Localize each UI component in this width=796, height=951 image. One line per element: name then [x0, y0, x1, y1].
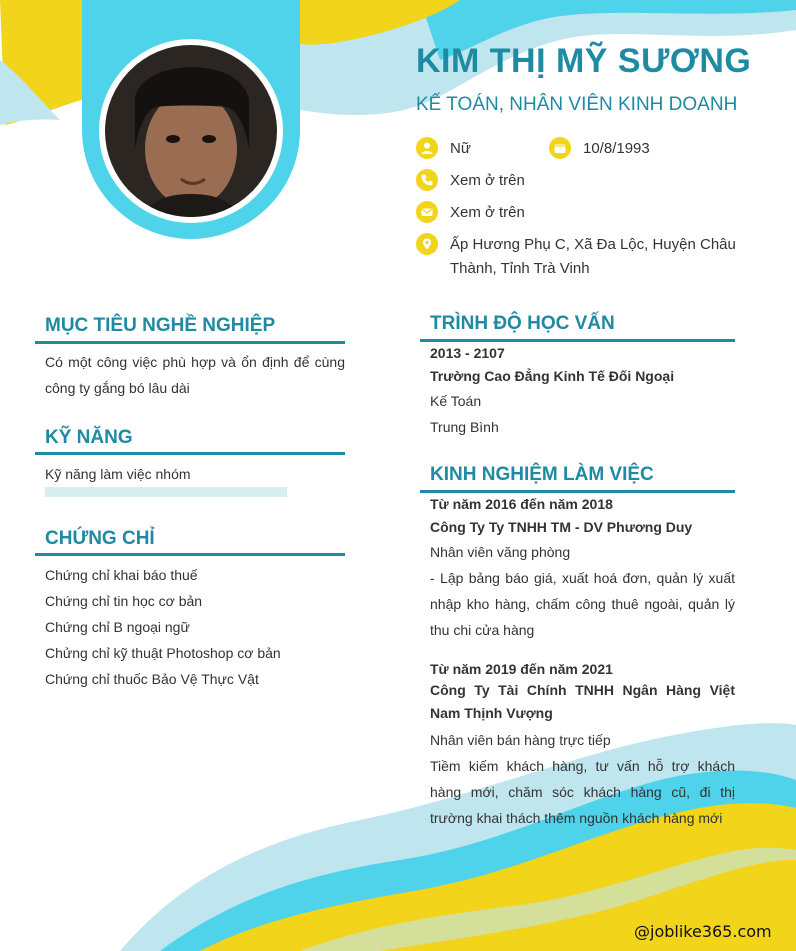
certificate-item: Chứng chỉ khai báo thuế	[45, 567, 198, 583]
calendar-icon	[549, 137, 571, 159]
email-value: Xem ở trên	[450, 204, 525, 221]
job-company: Công Ty Tài Chính TNHH Ngân Hàng Việt Nam Thịnh Vượng	[430, 682, 735, 721]
job-position: Nhân viên bán hàng trực tiếp	[430, 732, 611, 748]
address-value: Ấp Hương Phụ C, Xã Đa Lộc, Huyện Châu Thành, Tỉnh Trà Vinh	[450, 236, 736, 277]
certificates-heading: CHỨNG CHỈ	[45, 528, 155, 549]
gender-row	[416, 137, 471, 161]
job-title: KẾ TOÁN, NHÂN VIÊN KINH DOANH	[416, 94, 738, 115]
skill-level-bar	[45, 487, 287, 497]
job-period: Từ năm 2016 đến năm 2018	[430, 496, 613, 512]
birthdate-value: 10/8/1993	[583, 140, 650, 157]
education-grade: Trung Bình	[430, 419, 499, 435]
email-row	[416, 201, 525, 225]
objective-heading: MỤC TIÊU NGHỀ NGHIỆP	[45, 315, 276, 336]
phone-value: Xem ở trên	[450, 172, 525, 189]
gender-value: Nữ	[450, 140, 471, 157]
certificate-item: Chứng chỉ B ngoại ngữ	[45, 619, 190, 635]
user-icon	[416, 137, 438, 159]
address-row	[416, 233, 746, 281]
phone-row	[416, 169, 525, 193]
avatar	[99, 39, 283, 223]
experience-heading: KINH NGHIỆM LÀM VIỆC	[430, 464, 654, 485]
birthdate-row	[549, 137, 650, 161]
job-period: Từ năm 2019 đến năm 2021	[430, 661, 613, 677]
objective-text: Có một công việc phù hợp và ổn định để cùng công ty gắng bó lâu dài	[45, 354, 345, 396]
watermark: @joblike365.com	[634, 922, 772, 941]
job-description: - Lập bảng báo giá, xuất hoá đơn, quản lý xuất nhập kho hàng, chấm công thuê ngoài, quản lý thu chi cửa hàng	[430, 570, 735, 638]
certificate-item: Chửng chỉ kỹ thuật Photoshop cơ bản	[45, 645, 281, 661]
education-period: 2013 - 2107	[430, 345, 505, 361]
objective-divider	[35, 341, 345, 344]
skill-item: Kỹ năng làm việc nhóm	[45, 466, 191, 482]
phone-icon	[416, 169, 438, 191]
skills-divider	[35, 452, 345, 455]
education-major: Kế Toán	[430, 393, 482, 409]
location-pin-icon	[416, 233, 438, 255]
certificate-item: Chứng chỉ thuốc Bảo Vệ Thực Vật	[45, 671, 259, 687]
job-description: Tiềm kiếm khách hàng, tư vấn hỗ trợ khách hàng mới, chăm sóc khách hàng cũ, đi thị trường khai thách thêm nguồn khách hàng mới	[430, 758, 735, 826]
full-name: KIM THỊ MỸ SƯƠNG	[416, 42, 752, 80]
job-company: Công Ty Ty TNHH TM - DV Phương Duy	[430, 519, 693, 535]
skills-heading: KỸ NĂNG	[45, 427, 133, 448]
education-heading: TRÌNH ĐỘ HỌC VẤN	[430, 313, 615, 334]
job-position: Nhân viên văng phòng	[430, 544, 571, 560]
education-school: Trường Cao Đẳng Kinh Tế Đối Ngoại	[430, 368, 675, 384]
certificate-item: Chứng chỉ tin học cơ bản	[45, 593, 203, 609]
mail-icon	[416, 201, 438, 223]
certificates-divider	[35, 553, 345, 556]
